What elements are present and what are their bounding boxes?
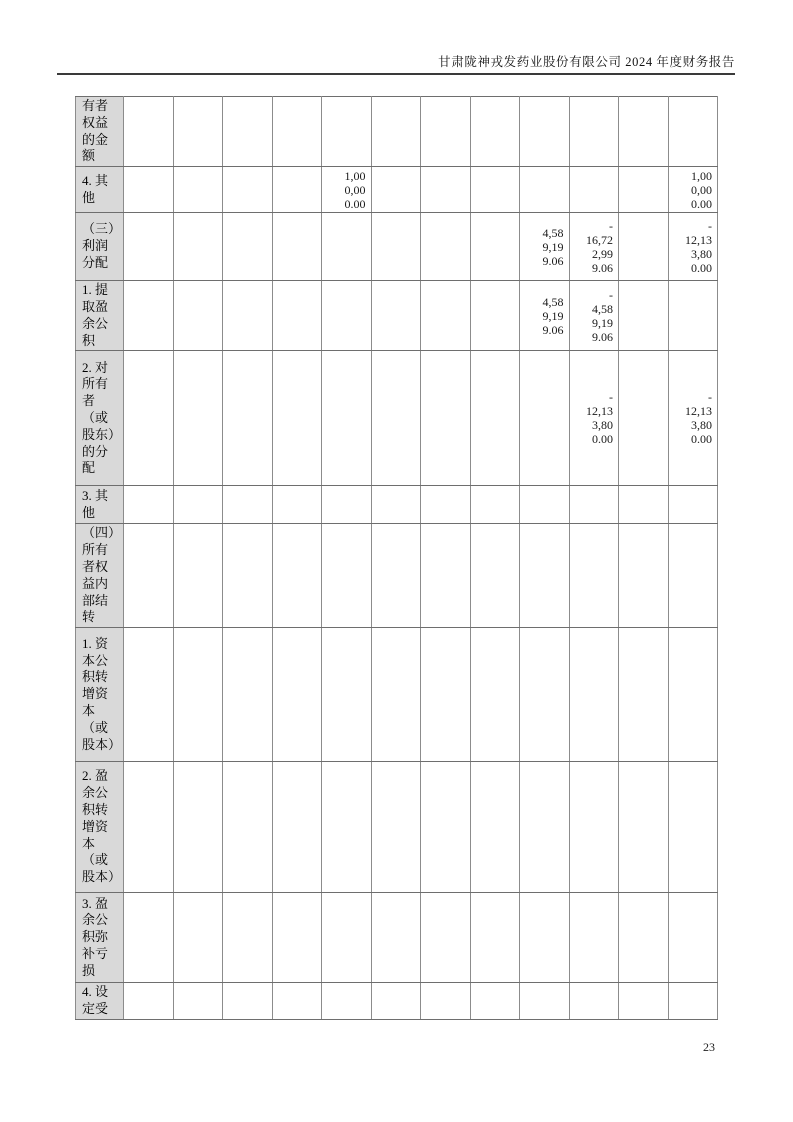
value-cell (272, 762, 322, 893)
value-cell: 1,000,000.00 (322, 167, 372, 213)
minus-sign: - (708, 218, 712, 233)
value-cell (322, 213, 372, 281)
value-cell (272, 983, 322, 1020)
value-cell (520, 167, 570, 213)
value-cell (173, 893, 223, 983)
value-cell (173, 983, 223, 1020)
value-cell (223, 762, 273, 893)
value-cell (668, 628, 718, 762)
value-cell (371, 893, 421, 983)
value-cell (668, 893, 718, 983)
value-cell (124, 167, 174, 213)
value-cell: 4,589,199.06 (520, 213, 570, 281)
value-cell (619, 893, 669, 983)
row-label-cell: 4. 其他 (76, 167, 124, 213)
value-cell (223, 893, 273, 983)
value-cell (421, 893, 471, 983)
minus-sign: - (609, 287, 613, 302)
value-cell (619, 167, 669, 213)
value-cell (322, 762, 372, 893)
value-cell (124, 983, 174, 1020)
value-cell (272, 486, 322, 524)
value-cell (619, 351, 669, 486)
value-cell (272, 213, 322, 281)
value-cell (371, 486, 421, 524)
value-cell (322, 351, 372, 486)
value-cell (223, 983, 273, 1020)
row-label-cell: （四）所有者权益内部结转 (76, 524, 124, 628)
value-cell (668, 524, 718, 628)
table-row (76, 762, 718, 893)
value-cell (520, 351, 570, 486)
value-cell (124, 486, 174, 524)
value-cell (470, 762, 520, 893)
table-row (76, 167, 718, 213)
value-cell (569, 97, 619, 167)
table-row (76, 213, 718, 281)
value-cell (322, 983, 372, 1020)
value-cell (173, 524, 223, 628)
value-cell (272, 893, 322, 983)
value-cell (223, 524, 273, 628)
number-text: 12,133,800.00 (685, 404, 712, 447)
value-cell: 4,589,199.06 (520, 281, 570, 351)
value-cell (223, 628, 273, 762)
value-cell (272, 351, 322, 486)
value-cell (124, 213, 174, 281)
value-cell (173, 351, 223, 486)
table-row (76, 281, 718, 351)
value-cell (569, 524, 619, 628)
value-cell (272, 524, 322, 628)
value-cell (470, 213, 520, 281)
value-cell (124, 762, 174, 893)
page-number: 23 (703, 1040, 715, 1054)
value-cell (668, 762, 718, 893)
row-label-cell: 2. 对所有者（或股东）的分配 (76, 351, 124, 486)
value-cell (668, 213, 718, 281)
value-cell (371, 524, 421, 628)
table-body (76, 97, 718, 1020)
value-cell (520, 97, 570, 167)
value-cell (520, 893, 570, 983)
table-row (76, 351, 718, 486)
row-label-cell: 1. 资本公积转增资本（或股本） (76, 628, 124, 762)
value-cell (124, 351, 174, 486)
table-row (76, 893, 718, 983)
value-cell (421, 213, 471, 281)
value-cell (371, 281, 421, 351)
value-cell (668, 486, 718, 524)
value-cell (520, 983, 570, 1020)
value-cell (322, 524, 372, 628)
value-cell (470, 167, 520, 213)
minus-sign: - (609, 390, 613, 405)
value-cell (272, 167, 322, 213)
value-cell (173, 167, 223, 213)
value-cell (371, 628, 421, 762)
value-cell (173, 762, 223, 893)
value-cell (421, 97, 471, 167)
value-cell (421, 983, 471, 1020)
value-cell (470, 983, 520, 1020)
row-label-cell: 3. 其他 (76, 486, 124, 524)
row-label-cell: 有者权益的金额 (76, 97, 124, 167)
value-cell (569, 983, 619, 1020)
value-cell (421, 167, 471, 213)
value-cell (371, 97, 421, 167)
value-cell (569, 762, 619, 893)
value-cell (173, 628, 223, 762)
value-cell (470, 486, 520, 524)
value-cell (520, 486, 570, 524)
value-cell (371, 983, 421, 1020)
value-cell (173, 97, 223, 167)
value-cell (272, 628, 322, 762)
number-text: 4,589,199.06 (592, 301, 613, 344)
value-cell (470, 281, 520, 351)
table-row (76, 524, 718, 628)
value-cell (272, 97, 322, 167)
number-text: 12,133,800.00 (685, 232, 712, 275)
value-cell (619, 281, 669, 351)
row-label-cell: 1. 提取盈余公积 (76, 281, 124, 351)
value-cell (619, 628, 669, 762)
value-cell (322, 893, 372, 983)
minus-sign: - (708, 390, 712, 405)
value-cell (421, 524, 471, 628)
value-cell (619, 983, 669, 1020)
row-label-cell: 2. 盈余公积转增资本（或股本） (76, 762, 124, 893)
value-cell (371, 351, 421, 486)
value-cell (124, 628, 174, 762)
value-cell (470, 628, 520, 762)
value-cell (173, 281, 223, 351)
value-cell (668, 983, 718, 1020)
table-row (76, 983, 718, 1020)
value-cell (371, 167, 421, 213)
value-cell (569, 281, 619, 351)
value-cell (421, 762, 471, 893)
value-cell (470, 351, 520, 486)
row-label-cell: 4. 设定受 (76, 983, 124, 1020)
value-cell (322, 628, 372, 762)
value-cell (668, 281, 718, 351)
number-text: 16,722,999.06 (586, 232, 613, 275)
value-cell (421, 281, 471, 351)
value-cell (173, 486, 223, 524)
value-cell (421, 351, 471, 486)
value-cell (668, 97, 718, 167)
header-title: 甘肃陇神戎发药业股份有限公司 2024 年度财务报告 (438, 55, 735, 69)
value-cell (619, 97, 669, 167)
value-cell (421, 486, 471, 524)
value-cell (223, 281, 273, 351)
value-cell (124, 97, 174, 167)
value-cell (569, 893, 619, 983)
value-cell (272, 281, 322, 351)
value-cell (124, 893, 174, 983)
value-cell (223, 97, 273, 167)
value-cell (470, 524, 520, 628)
value-cell (173, 213, 223, 281)
value-cell (619, 486, 669, 524)
value-cell (520, 628, 570, 762)
value-cell (223, 486, 273, 524)
value-cell (322, 281, 372, 351)
table-row (76, 97, 718, 167)
value-cell (520, 524, 570, 628)
value-cell (619, 524, 669, 628)
value-cell (322, 97, 372, 167)
value-cell (421, 628, 471, 762)
equity-statement-table (75, 96, 718, 1020)
value-cell (322, 486, 372, 524)
value-cell (668, 351, 718, 486)
row-label-cell: （三）利润分配 (76, 213, 124, 281)
value-cell (619, 762, 669, 893)
value-cell (569, 486, 619, 524)
value-cell (124, 281, 174, 351)
value-cell (371, 762, 421, 893)
minus-sign: - (609, 218, 613, 233)
header-rule (57, 73, 735, 75)
value-cell (223, 167, 273, 213)
value-cell (470, 97, 520, 167)
value-cell (569, 351, 619, 486)
value-cell (569, 213, 619, 281)
table-row (76, 486, 718, 524)
row-label-cell: 3. 盈余公积弥补亏损 (76, 893, 124, 983)
value-cell (371, 213, 421, 281)
value-cell (470, 893, 520, 983)
value-cell (569, 628, 619, 762)
value-cell (520, 762, 570, 893)
number-text: 12,133,800.00 (586, 404, 613, 447)
value-cell (223, 351, 273, 486)
value-cell (223, 213, 273, 281)
value-cell (569, 167, 619, 213)
table-row (76, 628, 718, 762)
value-cell: 1,000,000.00 (668, 167, 718, 213)
value-cell (124, 524, 174, 628)
value-cell (619, 213, 669, 281)
